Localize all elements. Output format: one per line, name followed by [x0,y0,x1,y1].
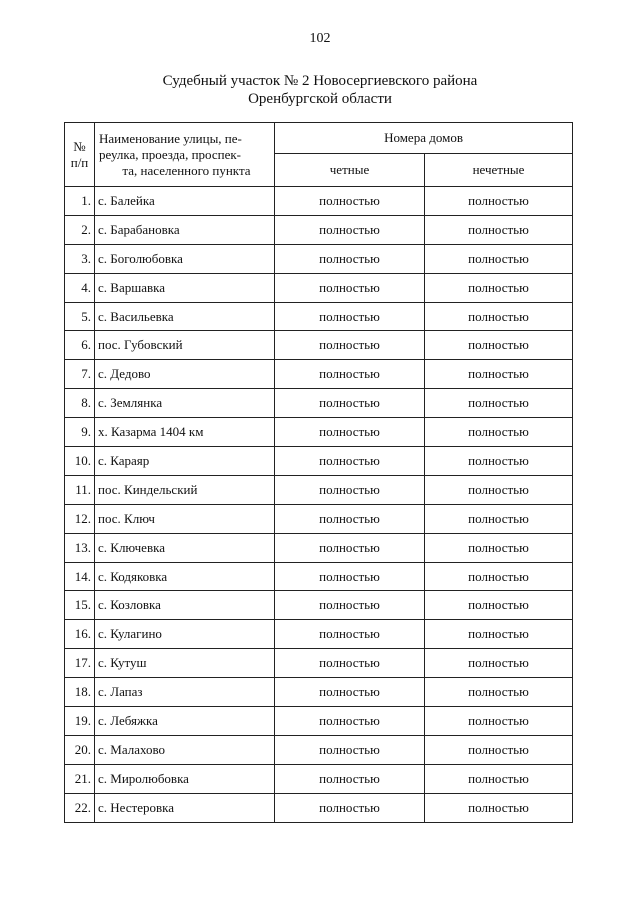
odd-numbers: полностью [425,562,573,591]
odd-numbers: полностью [425,504,573,533]
settlement-name: с. Васильевка [95,302,275,331]
even-numbers: полностью [275,360,425,389]
table-row [65,735,573,764]
table-row [65,475,573,504]
even-numbers: полностью [275,649,425,678]
odd-numbers: полностью [425,215,573,244]
settlement-name: с. Варшавка [95,273,275,302]
table-row [65,562,573,591]
header-name-line-2: реулка, проезда, проспек- [99,146,242,162]
row-number: 10. [65,447,95,476]
even-numbers: полностью [275,793,425,822]
row-number: 12. [65,504,95,533]
odd-numbers: полностью [425,389,573,418]
even-numbers: полностью [275,533,425,562]
even-numbers: полностью [275,331,425,360]
settlement-name: с. Балейка [95,187,275,216]
odd-numbers: полностью [425,591,573,620]
row-number: 18. [65,678,95,707]
odd-numbers: полностью [425,649,573,678]
even-numbers: полностью [275,187,425,216]
table-body [65,187,573,823]
odd-numbers: полностью [425,735,573,764]
odd-numbers: полностью [425,244,573,273]
even-numbers: полностью [275,707,425,736]
settlement-name: с. Кодяковка [95,562,275,591]
header-name [95,123,275,187]
table-row [65,331,573,360]
header-number [65,123,95,187]
odd-numbers: полностью [425,360,573,389]
settlement-name: с. Боголюбовка [95,244,275,273]
header-number-line-2: п/п [70,154,89,170]
settlement-name: пос. Губовский [95,331,275,360]
row-number: 16. [65,620,95,649]
odd-numbers: полностью [425,187,573,216]
odd-numbers: полностью [425,273,573,302]
row-number: 7. [65,360,95,389]
settlement-name: с. Нестеровка [95,793,275,822]
odd-numbers: полностью [425,533,573,562]
row-number: 11. [65,475,95,504]
even-numbers: полностью [275,764,425,793]
settlement-name: с. Лебяжка [95,707,275,736]
table-row [65,533,573,562]
table-row [65,793,573,822]
odd-numbers: полностью [425,331,573,360]
header-house-numbers: Номера домов [275,123,573,154]
row-number: 1. [65,187,95,216]
even-numbers: полностью [275,418,425,447]
settlement-name: с. Ключевка [95,533,275,562]
odd-numbers: полностью [425,447,573,476]
row-number: 19. [65,707,95,736]
even-numbers: полностью [275,215,425,244]
header-name-line-1: Наименование улицы, пе- [99,130,242,146]
even-numbers: полностью [275,302,425,331]
table-row [65,447,573,476]
settlement-name: с. Барабановка [95,215,275,244]
title-line-1: Судебный участок № 2 Новосергиевского района [162,73,478,89]
table-row [65,620,573,649]
table-row [65,187,573,216]
settlement-name: с. Караяр [95,447,275,476]
header-odd: нечетные [425,154,573,187]
page-number: 102 [309,31,331,46]
odd-numbers: полностью [425,764,573,793]
odd-numbers: полностью [425,302,573,331]
table-row [65,591,573,620]
odd-numbers: полностью [425,707,573,736]
settlement-name: с. Кулагино [95,620,275,649]
even-numbers: полностью [275,475,425,504]
table-row [65,707,573,736]
table-row [65,215,573,244]
house-numbers-table [64,122,573,823]
row-number: 13. [65,533,95,562]
settlement-name: пос. Киндельский [95,475,275,504]
settlement-name: с. Лапаз [95,678,275,707]
odd-numbers: полностью [425,418,573,447]
even-numbers: полностью [275,591,425,620]
row-number: 5. [65,302,95,331]
settlement-name: с. Кутуш [95,649,275,678]
odd-numbers: полностью [425,678,573,707]
row-number: 20. [65,735,95,764]
table-row [65,389,573,418]
table-row [65,504,573,533]
row-number: 14. [65,562,95,591]
even-numbers: полностью [275,620,425,649]
header-number-line-1: № [73,138,86,154]
row-number: 2. [65,215,95,244]
table-row [65,418,573,447]
even-numbers: полностью [275,562,425,591]
settlement-name: х. Казарма 1404 км [95,418,275,447]
settlement-name: с. Козловка [95,591,275,620]
table-row [65,244,573,273]
title-line-2: Оренбургской области [248,91,392,107]
row-number: 3. [65,244,95,273]
table-row [65,649,573,678]
settlement-name: с. Дедово [95,360,275,389]
even-numbers: полностью [275,273,425,302]
row-number: 21. [65,764,95,793]
odd-numbers: полностью [425,475,573,504]
even-numbers: полностью [275,244,425,273]
table-row [65,764,573,793]
table-header [65,123,573,187]
row-number: 17. [65,649,95,678]
row-number: 9. [65,418,95,447]
row-number: 22. [65,793,95,822]
even-numbers: полностью [275,447,425,476]
row-number: 8. [65,389,95,418]
header-even: четные [275,154,425,187]
row-number: 6. [65,331,95,360]
settlement-name: с. Миролюбовка [95,764,275,793]
settlement-name: с. Малахово [95,735,275,764]
settlement-name: пос. Ключ [95,504,275,533]
table-row [65,678,573,707]
table-row [65,360,573,389]
odd-numbers: полностью [425,620,573,649]
odd-numbers: полностью [425,793,573,822]
row-number: 15. [65,591,95,620]
even-numbers: полностью [275,504,425,533]
header-name-line-3: та, населенного пункта [122,162,251,178]
even-numbers: полностью [275,678,425,707]
row-number: 4. [65,273,95,302]
table-row [65,302,573,331]
settlement-name: с. Землянка [95,389,275,418]
even-numbers: полностью [275,735,425,764]
document-title [0,72,640,108]
table-row [65,273,573,302]
even-numbers: полностью [275,389,425,418]
